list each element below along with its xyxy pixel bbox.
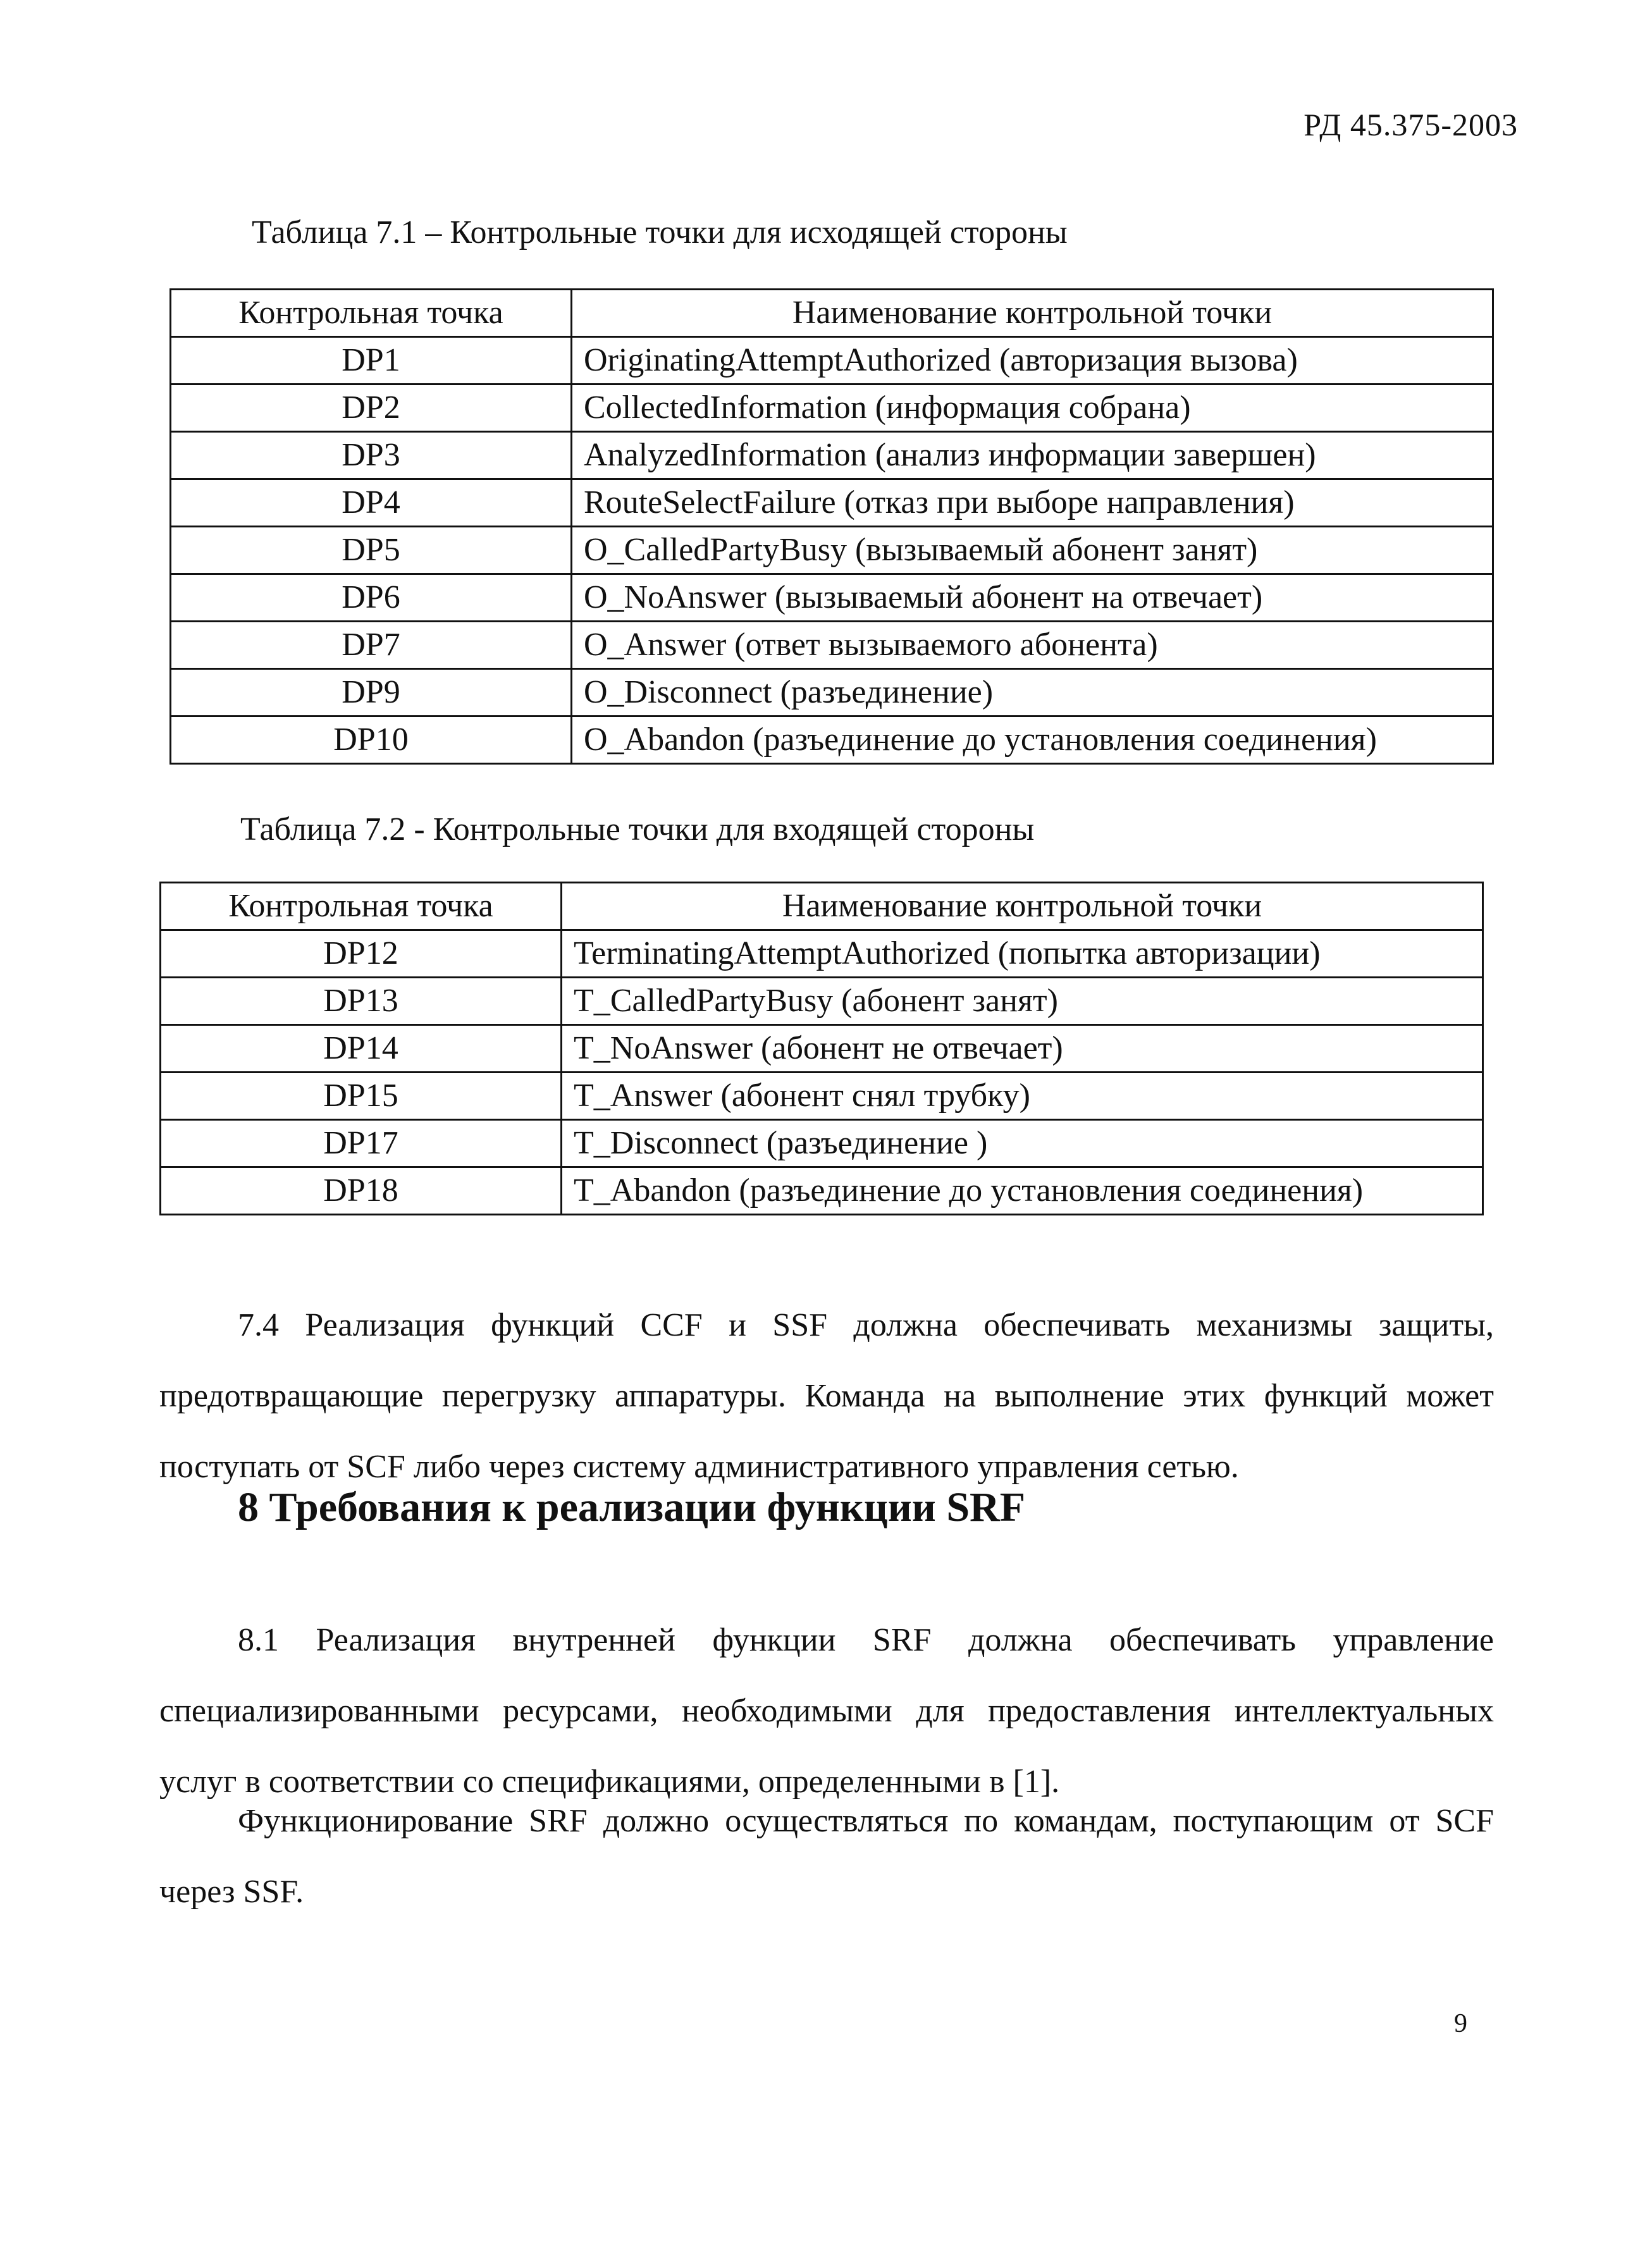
column-header-detection-point: Контрольная точка xyxy=(171,290,572,337)
page-number: 9 xyxy=(1454,2009,1467,2038)
column-header-detection-point: Контрольная точка xyxy=(161,883,562,930)
table-row xyxy=(161,1073,1483,1120)
dp-name-cell: O_Abandon (разъединение до установления соединения) xyxy=(572,716,1493,764)
table-row xyxy=(161,930,1483,978)
dp-name-cell: TerminatingAttemptAuthorized (попытка авторизации) xyxy=(562,930,1483,978)
dp-name-cell: RouteSelectFailure (отказ при выборе направления) xyxy=(572,479,1493,527)
dp-name-cell: T_Disconnect (разъединение ) xyxy=(562,1120,1483,1167)
table-header-row xyxy=(161,883,1483,930)
dp-name-cell: O_Disconnect (разъединение) xyxy=(572,669,1493,716)
dp-name-cell: T_CalledPartyBusy (абонент занят) xyxy=(562,978,1483,1025)
table-row xyxy=(161,1025,1483,1073)
table-7-2-caption: Таблица 7.2 - Контрольные точки для входящей стороны xyxy=(240,811,1035,847)
table-row xyxy=(171,669,1493,716)
dp-code-cell: DP3 xyxy=(171,432,572,479)
column-header-detection-point-name: Наименование контрольной точки xyxy=(562,883,1483,930)
dp-code-cell: DP2 xyxy=(171,384,572,432)
table-7-2-terminating-detection-points xyxy=(159,882,1484,1215)
table-7-1-originating-detection-points xyxy=(170,288,1494,765)
dp-code-cell: DP7 xyxy=(171,622,572,669)
dp-name-cell: O_Answer (ответ вызываемого абонента) xyxy=(572,622,1493,669)
table-row xyxy=(171,527,1493,574)
paragraph-srf-operation: Функционирование SRF должно осуществляться по командам, поступающим от SCF через SSF. xyxy=(159,1803,1494,1910)
table-row xyxy=(171,337,1493,384)
paragraph-7-4: 7.4 Реализация функций CCF и SSF должна обеспечивать механизмы защиты, предотвращающие перегрузку аппаратуры. Команда на выполнение этих функций может поступать от SCF либо через систему административного управления сетью. xyxy=(159,1307,1494,1485)
table-row xyxy=(171,432,1493,479)
dp-name-cell: OriginatingAttemptAuthorized (авторизация вызова) xyxy=(572,337,1493,384)
dp-code-cell: DP4 xyxy=(171,479,572,527)
dp-code-cell: DP17 xyxy=(161,1120,562,1167)
dp-code-cell: DP15 xyxy=(161,1073,562,1120)
dp-code-cell: DP9 xyxy=(171,669,572,716)
table-row xyxy=(161,1167,1483,1215)
document-code: РД 45.375-2003 xyxy=(1304,107,1518,142)
table-7-1-caption: Таблица 7.1 – Контрольные точки для исходящей стороны xyxy=(252,214,1068,250)
dp-name-cell: T_Answer (абонент снял трубку) xyxy=(562,1073,1483,1120)
dp-code-cell: DP5 xyxy=(171,527,572,574)
dp-name-cell: AnalyzedInformation (анализ информации завершен) xyxy=(572,432,1493,479)
table-row xyxy=(171,716,1493,764)
dp-code-cell: DP14 xyxy=(161,1025,562,1073)
section-8-heading: 8 Требования к реализации функции SRF xyxy=(238,1484,1026,1530)
dp-code-cell: DP1 xyxy=(171,337,572,384)
table-row xyxy=(171,384,1493,432)
dp-name-cell: CollectedInformation (информация собрана) xyxy=(572,384,1493,432)
table-row xyxy=(171,574,1493,622)
paragraph-8-1: 8.1 Реализация внутренней функции SRF должна обеспечивать управление специализированными ресурсами, необходимыми для предоставления интеллектуальных услуг в соответствии со спецификациями, определенными в [1]. xyxy=(159,1622,1494,1800)
dp-name-cell: O_CalledPartyBusy (вызываемый абонент занят) xyxy=(572,527,1493,574)
column-header-detection-point-name: Наименование контрольной точки xyxy=(572,290,1493,337)
dp-code-cell: DP18 xyxy=(161,1167,562,1215)
table-row xyxy=(171,479,1493,527)
dp-code-cell: DP10 xyxy=(171,716,572,764)
dp-name-cell: T_NoAnswer (абонент не отвечает) xyxy=(562,1025,1483,1073)
table-header-row xyxy=(171,290,1493,337)
table-row xyxy=(171,622,1493,669)
dp-code-cell: DP6 xyxy=(171,574,572,622)
dp-code-cell: DP12 xyxy=(161,930,562,978)
dp-name-cell: O_NoAnswer (вызываемый абонент на отвечает) xyxy=(572,574,1493,622)
table-row xyxy=(161,1120,1483,1167)
dp-code-cell: DP13 xyxy=(161,978,562,1025)
dp-name-cell: T_Abandon (разъединение до установления соединения) xyxy=(562,1167,1483,1215)
table-row xyxy=(161,978,1483,1025)
